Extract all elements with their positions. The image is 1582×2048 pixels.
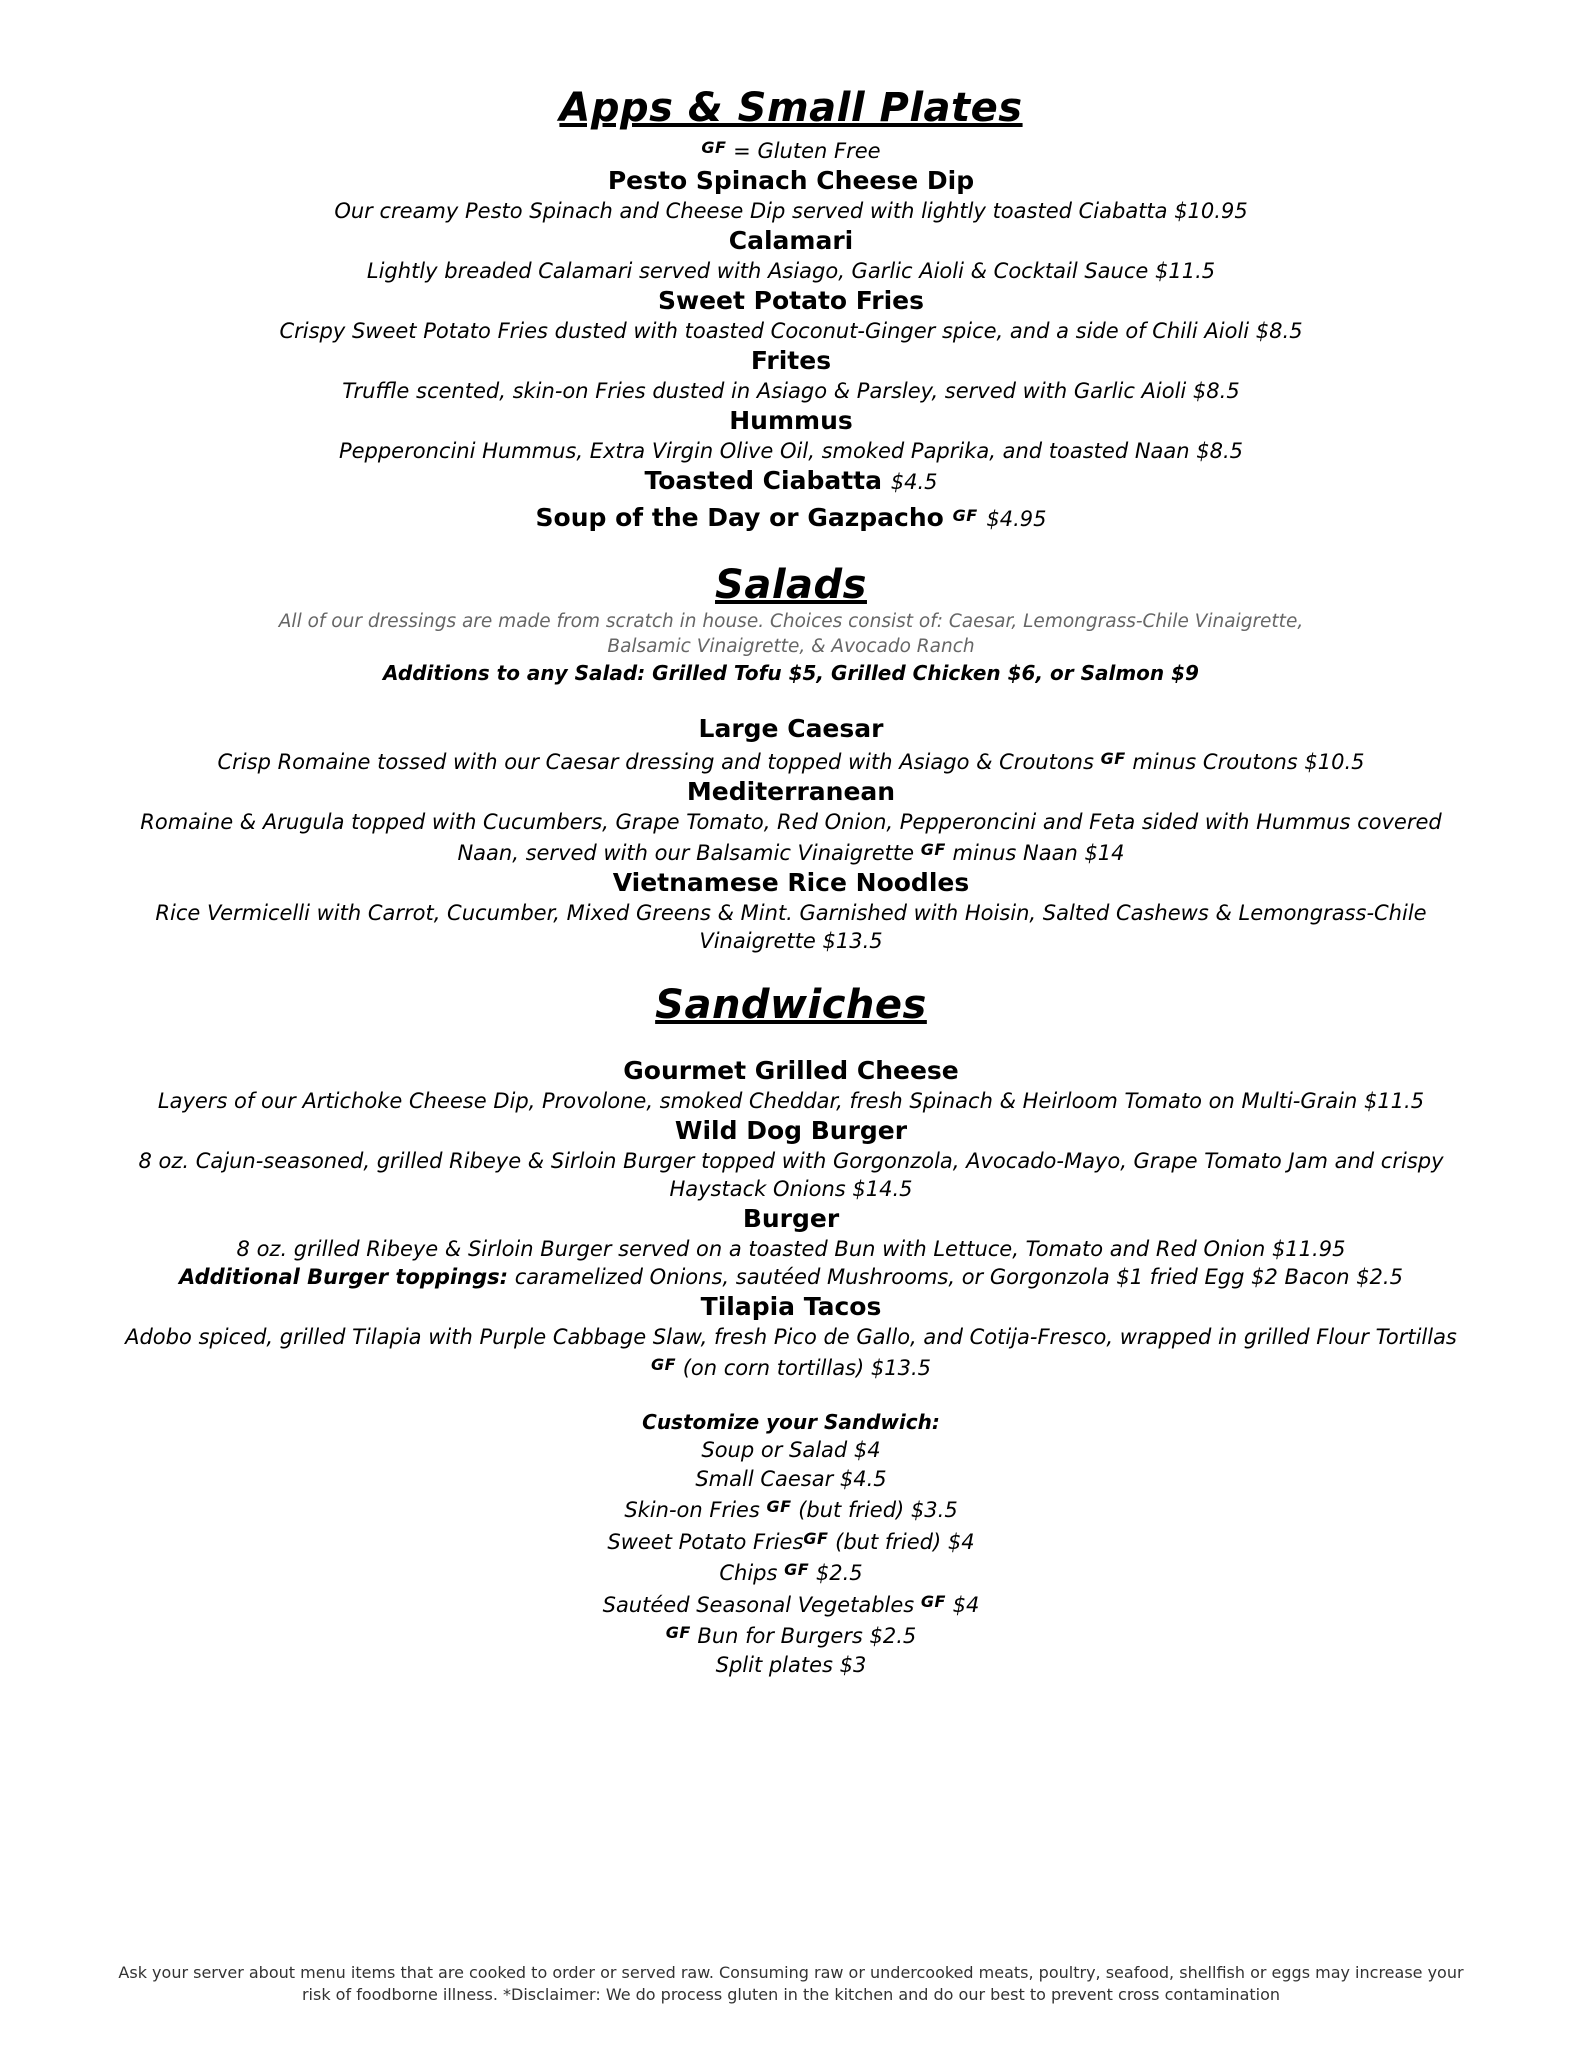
list-item-text: Bun for Burgers $2.5 — [690, 1624, 917, 1648]
gf-badge: GF — [920, 840, 946, 859]
list-item-text: (but fried) $3.5 — [791, 1498, 958, 1522]
item-name: Soup of the Day or Gazpacho — [535, 503, 944, 532]
item-name: Toasted Ciabatta — [644, 466, 882, 495]
menu-item — [0, 405, 1582, 465]
list-item — [0, 1525, 1582, 1557]
item-description: Layers of our Artichoke Cheese Dip, Provolone, smoked Cheddar, fresh Spinach & Heirloom Tomato on Multi-Grain $11.5 — [157, 1089, 1425, 1113]
footer-line: Ask your server about menu items that are cooked to order or served raw. Consuming raw or undercooked meats, poultry, seafood, shellfish or eggs may increase your — [118, 1963, 1464, 1982]
menu-item — [0, 225, 1582, 285]
menu-item — [0, 776, 1582, 867]
item-description — [51, 1351, 1531, 1382]
menu-item — [0, 867, 1582, 955]
section-title-sandwiches: Sandwiches — [655, 982, 927, 1028]
menu-item — [0, 1291, 1582, 1382]
list-item-text: $2.5 — [809, 1561, 863, 1585]
menu-item — [0, 345, 1582, 405]
item-description: Truffle scented, skin-on Fries dusted in Asiago & Parsley, served with Garlic Aioli $8.5 — [342, 379, 1240, 403]
description-text: minus Naan $14 — [952, 841, 1125, 865]
gf-badge: GF — [650, 1355, 677, 1374]
gf-badge: GF — [803, 1528, 829, 1548]
list-item-text: Chips — [719, 1561, 778, 1585]
list-item — [0, 1556, 1582, 1588]
item-name: Wild Dog Burger — [674, 1116, 908, 1145]
item-description — [51, 836, 1531, 867]
list-item-text: Sweet Potato Fries — [607, 1529, 804, 1554]
salad-additions: Additions to any Salad: Grilled Tofu $5, Grilled Chicken $6, or Salmon $9 — [383, 661, 1199, 685]
item-description: Vinaigrette $13.5 — [699, 929, 883, 953]
menu-item — [0, 1203, 1582, 1291]
gf-badge: GF — [665, 1623, 691, 1642]
gf-badge: GF — [952, 506, 978, 525]
item-description: Crispy Sweet Potato Fries dusted with toasted Coconut-Ginger spice, and a side of Chili Aioli $8.5 — [279, 319, 1303, 343]
customize-title: Customize your Sandwich: — [642, 1410, 940, 1434]
description-text: (on corn tortillas) $13.5 — [676, 1356, 932, 1380]
gf-badge: GF — [766, 1497, 792, 1516]
dressing-note: All of our dressings are made from scratch in house. Choices consist of: Caesar, Lemongrass-Chile Vinaigrette, — [278, 611, 1304, 632]
gf-badge: GF — [701, 138, 727, 157]
footer-line: risk of foodborne illness. *Disclaimer: We do process gluten in the kitchen and do our best to prevent cross contamination — [301, 1985, 1281, 2004]
salads-section — [0, 561, 1582, 955]
item-name: Burger — [742, 1204, 840, 1233]
menu-item-toasted-ciabatta — [0, 465, 1582, 498]
menu-item — [0, 285, 1582, 345]
gf-legend-text: = Gluten Free — [733, 139, 881, 163]
item-description: Adobo spiced, grilled Tilapia with Purple Cabbage Slaw, fresh Pico de Gallo, and Cotija-Fresco, wrapped in grilled Flour Tortillas — [125, 1325, 1457, 1349]
list-item — [0, 1619, 1582, 1651]
item-description: Romaine & Arugula topped with Cucumbers, Grape Tomato, Red Onion, Pepperoncini and Feta sided with Hummus covered — [140, 810, 1442, 834]
list-item-text: Sautéed Seasonal Vegetables — [602, 1592, 915, 1617]
item-description: Lightly breaded Calamari served with Asiago, Garlic Aioli & Cocktail Sauce $11.5 — [366, 259, 1216, 283]
toppings-text: caramelized Onions, sautéed Mushrooms, or Gorgonzola $1 fried Egg $2 Bacon $2.5 — [508, 1265, 1403, 1289]
list-item: Small Caesar $4.5 — [695, 1466, 887, 1491]
sandwiches-section — [0, 981, 1582, 1679]
toppings-label: Additional Burger toppings: — [179, 1265, 509, 1289]
item-name: Large Caesar — [698, 714, 884, 743]
item-name: Hummus — [729, 406, 853, 435]
item-description: Pepperoncini Hummus, Extra Virgin Olive Oil, smoked Paprika, and toasted Naan $8.5 — [338, 439, 1244, 463]
section-title-apps: Apps & Small Plates — [559, 85, 1023, 131]
section-title-salads: Salads — [715, 562, 867, 608]
menu-item — [0, 165, 1582, 225]
item-name: Pesto Spinach Cheese Dip — [607, 166, 975, 195]
item-description — [51, 745, 1531, 776]
list-item — [0, 1588, 1582, 1620]
gf-badge: GF — [920, 1591, 946, 1611]
item-price: $4.95 — [986, 507, 1047, 531]
item-description: Haystack Onions $14.5 — [669, 1177, 913, 1201]
item-description: 8 oz. grilled Ribeye & Sirloin Burger served on a toasted Bun with Lettuce, Tomato and Red Onion $11.95 — [236, 1237, 1346, 1261]
list-item — [0, 1493, 1582, 1525]
list-item-text: (but fried) $4 — [828, 1529, 975, 1554]
item-name: Gourmet Grilled Cheese — [623, 1056, 959, 1085]
menu-item — [0, 713, 1582, 776]
footer-disclaimer — [0, 1962, 1582, 2006]
item-name: Frites — [750, 346, 832, 375]
item-description: Rice Vermicelli with Carrot, Cucumber, Mixed Greens & Mint. Garnished with Hoisin, Salted Cashews & Lemongrass-Chile — [155, 901, 1427, 925]
gf-badge: GF — [1100, 749, 1126, 768]
menu-item — [0, 1115, 1582, 1203]
customize-sandwich-list — [0, 1408, 1582, 1679]
dressing-note: Balsamic Vinaigrette, & Avocado Ranch — [607, 636, 975, 657]
list-item-text: Skin-on Fries — [624, 1498, 760, 1522]
menu-item — [0, 1055, 1582, 1115]
description-text: minus Croutons $10.5 — [1132, 750, 1365, 774]
item-price: $4.5 — [890, 470, 938, 494]
item-name: Tilapia Tacos — [700, 1292, 882, 1321]
item-description: 8 oz. Cajun-seasoned, grilled Ribeye & Sirloin Burger topped with Gorgonzola, Avocado-Mayo, Grape Tomato Jam and crispy — [138, 1149, 1444, 1173]
list-item-text: $4 — [945, 1592, 980, 1617]
item-description: Our creamy Pesto Spinach and Cheese Dip served with lightly toasted Ciabatta $10.95 — [334, 199, 1248, 223]
item-name: Calamari — [728, 226, 854, 255]
apps-section — [0, 84, 1582, 535]
gf-legend — [51, 134, 1531, 165]
description-text: Naan, served with our Balsamic Vinaigrette — [457, 841, 915, 865]
list-item: Soup or Salad $4 — [701, 1438, 881, 1462]
menu-item-soup — [0, 500, 1582, 535]
item-name: Vietnamese Rice Noodles — [612, 868, 970, 897]
description-text: Crisp Romaine tossed with our Caesar dressing and topped with Asiago & Croutons — [217, 750, 1094, 774]
item-name: Sweet Potato Fries — [657, 286, 925, 315]
gf-badge: GF — [784, 1560, 810, 1579]
item-name: Mediterranean — [686, 777, 896, 806]
burger-toppings — [51, 1263, 1531, 1291]
list-item: Split plates $3 — [715, 1652, 867, 1677]
